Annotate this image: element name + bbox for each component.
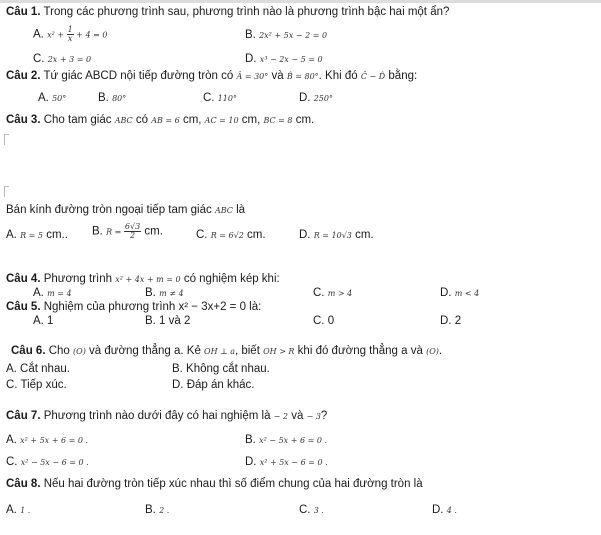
question-7-option-a (6, 434, 88, 446)
option-label: B. (245, 434, 256, 446)
question-7-option-c (6, 456, 89, 468)
option-math: R = 10√3 (313, 231, 352, 240)
option-label: A. (6, 504, 17, 516)
question-math: BC = 8 (263, 116, 293, 125)
option-unit: cm. (355, 229, 374, 241)
option-math: 4 . (446, 506, 457, 515)
question-text: bằng: (388, 70, 418, 82)
question-6 (11, 345, 442, 357)
option-math: R = (106, 227, 124, 237)
question-8 (6, 478, 423, 490)
question-math: x² − 3x+2 = 0 (178, 301, 246, 313)
question-3-title: Câu 3. (6, 114, 41, 126)
option-label: D. (299, 92, 311, 104)
scan-mark (4, 134, 9, 145)
option-math: x² + 5x − 6 = 0 . (259, 458, 328, 467)
option-label: D. (299, 229, 311, 241)
question-3 (6, 114, 314, 126)
question-text: Bán kính đường tròn ngoại tiếp tam giác (6, 204, 212, 216)
question-5-option-c: C. 0 (313, 315, 335, 327)
question-1 (6, 6, 449, 18)
question-4-option-d (440, 287, 479, 299)
question-3-line-2 (6, 204, 245, 216)
question-text: Phương trình (43, 273, 113, 285)
option-math: m < 4 (454, 289, 480, 298)
option-label: A. (38, 92, 49, 104)
question-6-option-c: C. Tiếp xúc. (6, 379, 67, 391)
question-5-option-b: B. 1 và 2 (145, 315, 191, 327)
question-math: − 3 (306, 412, 321, 421)
option-label: B. (98, 92, 109, 104)
question-4-option-c (313, 287, 352, 299)
option-label: D. (245, 53, 257, 65)
option-math: 2x + 3 = 0 (47, 55, 92, 64)
question-text: có nghiệm kép khi: (183, 273, 280, 285)
question-text: Cho tam giác (43, 114, 112, 126)
fraction-denominator: x (67, 34, 73, 43)
option-math: m = 4 (47, 289, 72, 298)
question-6-option-b: B. Không cắt nhau. (172, 363, 270, 375)
question-2-option-a (38, 92, 66, 104)
question-1-option-b (245, 29, 327, 41)
question-1-option-d (245, 53, 323, 65)
option-math: 1 . (20, 506, 31, 515)
option-math: x³ − 2x − 5 = 0 (259, 55, 323, 64)
question-4 (6, 273, 280, 285)
question-1-option-a (33, 26, 107, 43)
option-math: x² + 5x + 6 = 0 . (20, 436, 89, 445)
question-math: x² + 4x + m = 0 (115, 275, 181, 284)
question-2-option-b (98, 92, 126, 104)
question-math: AB = 6 (151, 116, 180, 125)
question-math: ABC (214, 206, 233, 215)
option-label: A. (33, 28, 44, 41)
question-math: AC = 10 (204, 116, 239, 125)
cropped-top-edge (0, 0, 601, 3)
question-text: . (438, 345, 443, 357)
option-unit: cm. (144, 225, 163, 238)
question-8-option-d (432, 504, 457, 516)
option-label: A. (6, 229, 17, 241)
question-3-option-c (196, 229, 266, 241)
question-8-option-b (145, 504, 169, 516)
option-math: 250° (313, 94, 333, 103)
option-math: R = 5 (20, 231, 43, 240)
question-math: ABC (114, 116, 133, 125)
fraction (124, 223, 141, 240)
question-2-option-d (299, 92, 333, 104)
option-unit: cm. (247, 229, 266, 241)
question-3-option-d (299, 229, 374, 241)
question-3-option-b (92, 223, 163, 240)
question-7 (6, 410, 327, 422)
question-text: cm. (295, 114, 315, 126)
question-1-text: Trong các phương trình sau, phương trình nào là phương trình bậc hai một ẩn? (43, 6, 450, 18)
question-text: và (271, 70, 284, 82)
option-label: D. (440, 287, 452, 299)
option-math: 2x² + 5x − 2 = 0 (259, 31, 328, 40)
question-text: là: (249, 301, 262, 313)
option-label: C. (6, 456, 18, 468)
option-math: m > 4 (327, 289, 353, 298)
question-text: khi đó đường thẳng a và (297, 345, 423, 357)
question-4-option-b (145, 287, 184, 299)
option-label: C. (203, 92, 215, 104)
fraction-denominator: 2 (129, 231, 136, 240)
option-math: R = 6√2 (210, 231, 244, 240)
question-8-title: Câu 8. (6, 478, 41, 490)
question-5 (6, 301, 261, 313)
option-label: C. (196, 229, 208, 241)
option-math: 80° (112, 94, 127, 103)
question-text: cm, (182, 114, 202, 126)
question-math: (O) (426, 347, 439, 356)
question-text: . Khi đó (318, 70, 358, 82)
question-4-option-a (33, 287, 72, 299)
option-math: 2 . (159, 506, 170, 515)
question-math: B̂ = 80° (286, 72, 319, 81)
question-6-title: Câu 6. (11, 345, 46, 357)
question-text: Nghiệm của phương trình (43, 301, 176, 313)
question-2 (6, 70, 417, 82)
question-5-option-d: D. 2 (440, 315, 462, 327)
question-1-title: Câu 1. (6, 6, 41, 18)
scan-mark (4, 186, 9, 197)
option-math: 110° (217, 94, 237, 103)
option-unit: cm.. (46, 229, 68, 241)
question-text: và (291, 410, 304, 422)
option-label: B. (245, 29, 256, 41)
question-text: , biết (234, 345, 260, 357)
option-label: D. (245, 456, 257, 468)
option-label: B. (92, 225, 103, 238)
question-text: Phương trình nào dưới đây có hai nghiệm là (43, 410, 271, 422)
question-math: − 2 (273, 412, 289, 421)
question-7-option-d (245, 456, 328, 468)
option-label: A. (33, 287, 44, 299)
question-text: có (135, 114, 148, 126)
question-8-option-c (299, 504, 324, 516)
question-text: cm, (241, 114, 261, 126)
option-math: x² − 5x − 6 = 0 . (20, 458, 89, 467)
question-text: Tứ giác ABCD nội tiếp đường tròn có (43, 70, 234, 82)
question-8-option-a (6, 504, 30, 516)
question-text: Cho (48, 345, 70, 357)
question-math: (O) (73, 347, 86, 356)
option-math: + 4 = 0 (73, 30, 108, 40)
option-label: A. (6, 434, 17, 446)
option-label: C. (313, 287, 325, 299)
option-math: 50° (52, 94, 67, 103)
question-3-option-a (6, 229, 68, 241)
question-2-title: Câu 2. (6, 70, 41, 82)
fraction-numerator: 1 (67, 25, 73, 34)
question-text: và đường thẳng a. Kẻ (89, 345, 201, 357)
question-6-option-d: D. Đáp án khác. (172, 379, 255, 391)
fraction-numerator: 6√3 (124, 222, 141, 231)
option-label: B. (145, 287, 156, 299)
question-math: OH > R (263, 347, 295, 356)
question-math: OH ⊥ a (204, 347, 235, 356)
question-6-option-a: A. Cắt nhau. (6, 363, 70, 375)
fraction (67, 26, 74, 43)
question-5-title: Câu 5. (6, 301, 41, 313)
question-math: Ĉ − D̂ (360, 72, 386, 81)
option-math: x² − 5x + 6 = 0 . (259, 436, 328, 445)
question-1-option-c (33, 53, 91, 65)
option-math: 3 . (313, 506, 324, 515)
question-4-title: Câu 4. (6, 273, 41, 285)
option-label: D. (432, 504, 444, 516)
question-7-option-b (245, 434, 327, 446)
option-math: m ≠ 4 (159, 289, 184, 298)
option-math: x² + (47, 30, 67, 40)
question-math: Â = 30° (236, 72, 269, 81)
question-5-option-a: A. 1 (33, 315, 54, 327)
option-label: C. (33, 53, 45, 65)
question-2-option-c (203, 92, 237, 104)
question-text: là (236, 204, 246, 216)
question-text: ? (320, 410, 328, 422)
question-7-title: Câu 7. (6, 410, 41, 422)
option-label: B. (145, 504, 156, 516)
option-label: C. (299, 504, 311, 516)
question-text: Nếu hai đường tròn tiếp xúc nhau thì số điểm chung của hai đường tròn là (43, 478, 423, 490)
